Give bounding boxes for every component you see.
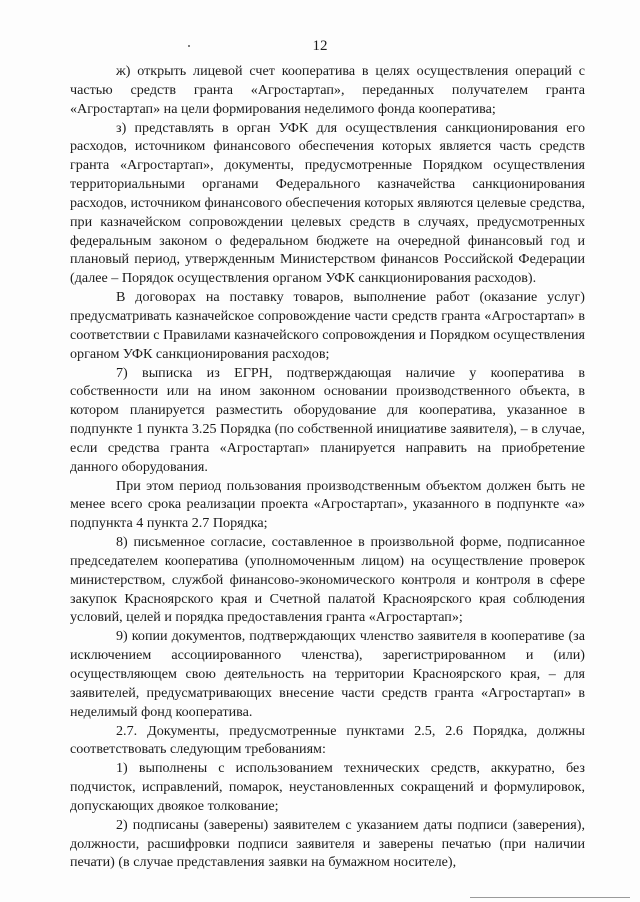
scan-speck <box>188 45 190 47</box>
paragraph-zh: ж) открыть лицевой счет кооператива в целях осуществления операций с частью средств гранта «Агростартап», переданных получателем гранта «Агростартап» на цели формирования неделимого фонда кооператива; <box>70 63 585 117</box>
paragraph-usage-period: При этом период пользования производственным объектом должен быть не менее всего срока реализации проекта «Агростартап», указанного в подпункте «а» подпункта 4 пункта 2.7 Порядка; <box>70 477 585 532</box>
paragraph-contracts: В договорах на поставку товаров, выполнение работ (оказание услуг) предусматривать казначейское сопровождение части средств гранта «Агростартап» в соответствии с Правилами казначейского сопровождения и Порядком осуществления органом УФК санкционирования расходов; <box>70 289 585 362</box>
paragraph-z: з) представлять в орган УФК для осуществления санкционирования его расходов, источником финансового обеспечения которых является часть средств гранта «Агростартап», документы, предусмотренные Порядком осуществления территориальными органами Федерального казначейства санкционирования расходов, источником финансового обеспечения которых являются целевые средства, при казначейском сопровождении целевых средств в случаях, предусмотренных федеральным законом о федеральном бюджете на очередной финансовый год и плановый период, утвержденным Министерством финансов Российской Федерации (далее – Порядок осуществления органом УФК санкционирования расходов). <box>70 119 585 287</box>
page-number: 12 <box>312 38 328 54</box>
paragraph-req-1: 1) выполнены с использованием технических средств, аккуратно, без подчисток, исправлений, помарок, неустановленных сокращений и формулировок, допускающих двоякое толкование; <box>70 760 585 814</box>
paragraph-item-7: 7) выписка из ЕГРН, подтверждающая наличие у кооператива в собственности или на ином законном основании производственного объекта, в котором планируется разместить оборудование для кооператива, указанное в подпункте 1 пункта 3.25 Порядка (по собственной инициативе заявителя), – в случае, если средства гранта «Агростартап» планируется направить на приобретение данного оборудования. <box>70 364 585 475</box>
paragraph-2-7: 2.7. Документы, предусмотренные пунктами 2.5, 2.6 Порядка, должны соответствовать следующим требованиям: <box>70 722 585 758</box>
paragraph-req-2: 2) подписаны (заверены) заявителем с указанием даты подписи (заверения), должности, расшифровки подписи заявителя и заверены печатью (при наличии печати) (в случае представления заявки на бумажном носителе), <box>70 816 585 871</box>
paragraph-item-9: 9) копии документов, подтверждающих членство заявителя в кооперативе (за исключением ассоциированного членства), зарегистрированном и (или) осуществляющем свою деятельность на территории Красноярского края, – для заявителей, предусматривающих внесение части средств гранта «Агростартап» в неделимый фонд кооператива. <box>70 628 585 720</box>
document-body <box>70 62 585 872</box>
paragraph-item-8: 8) письменное согласие, составленное в произвольной форме, подписанное председателем кооператива (уполномоченным лицом) на осуществление проверок министерством, службой финансово-экономического контроля и контроля в сфере закупок Красноярского края и Счетной палатой Красноярского края соблюдения условий, целей и порядка предоставления гранта «Агростартап»; <box>70 534 585 626</box>
scan-edge-line <box>470 897 630 898</box>
